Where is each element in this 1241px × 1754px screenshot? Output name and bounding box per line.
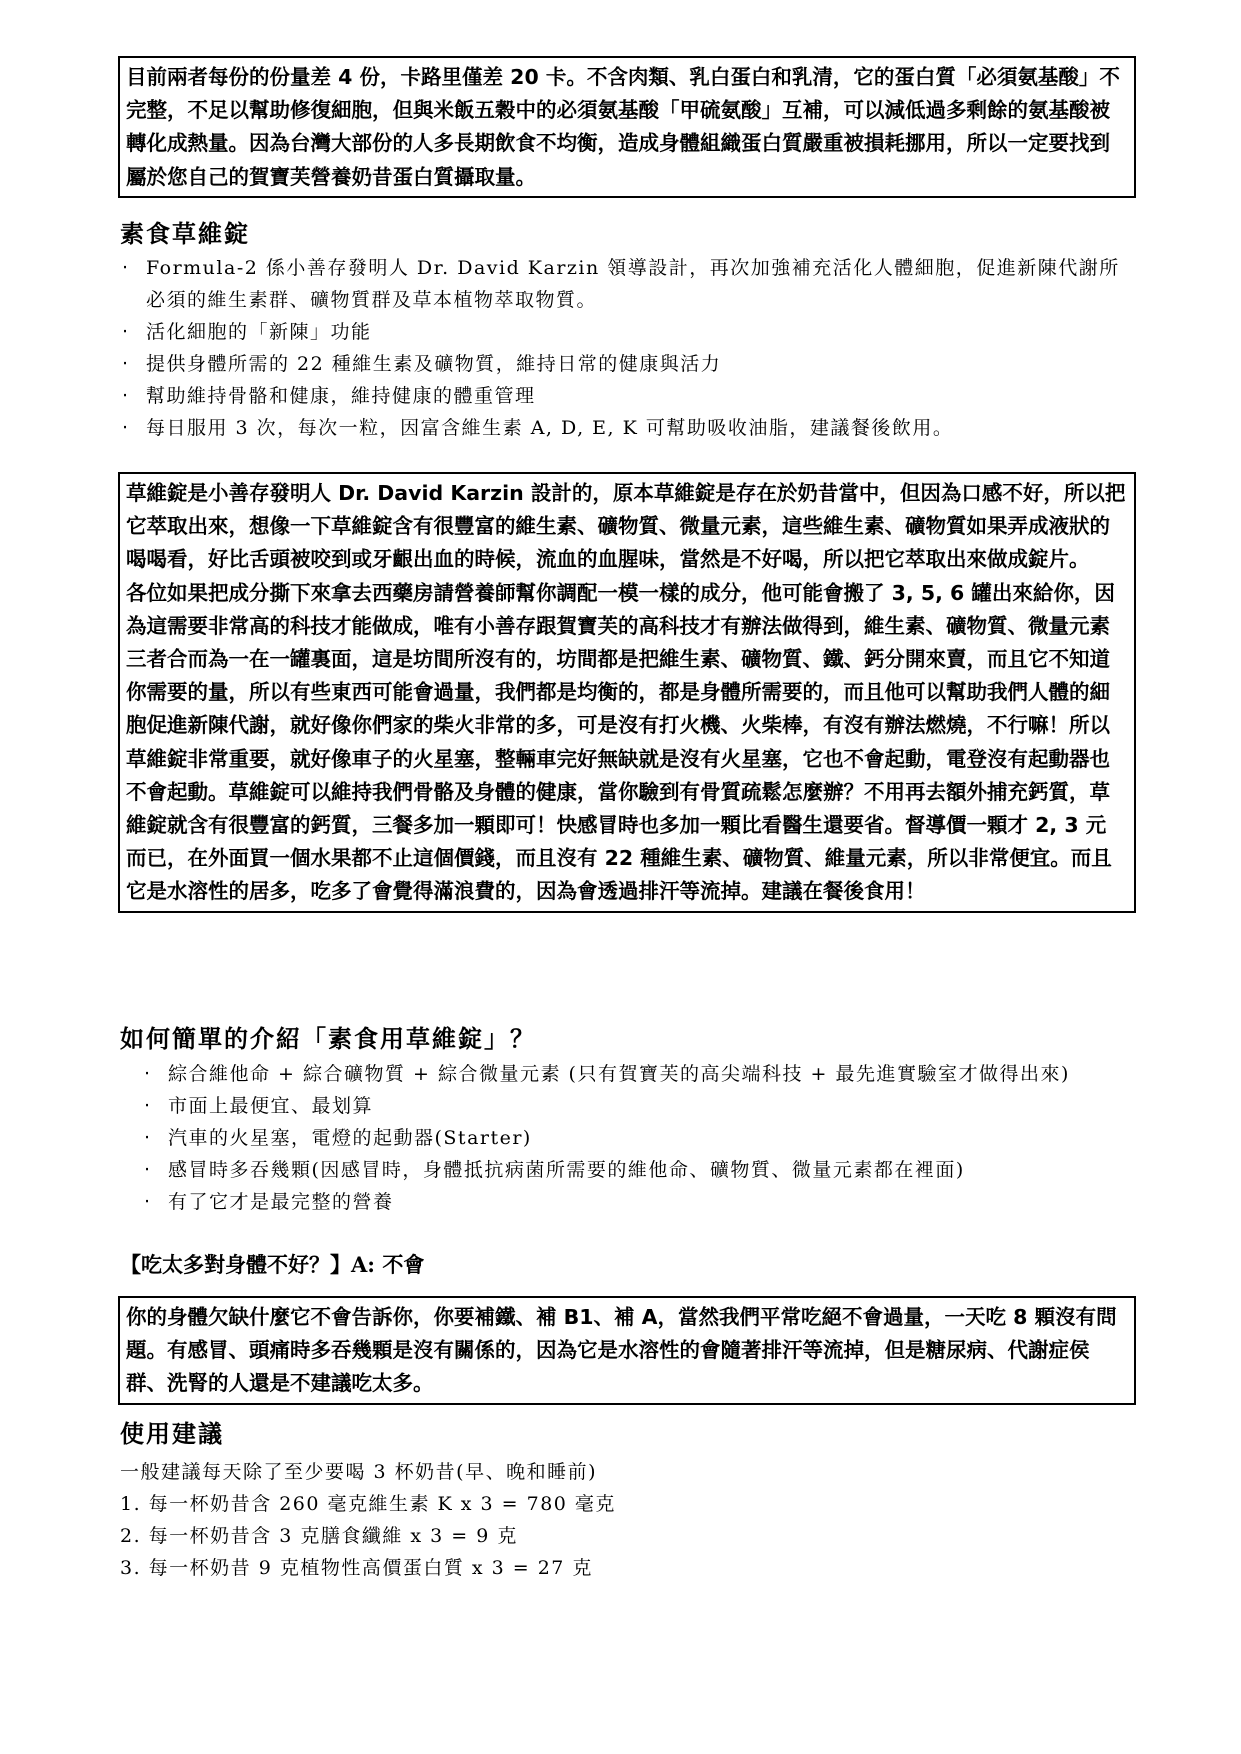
list-item: 2. 每一杯奶昔含 3 克膳食纖維 x 3 = 9 克 xyxy=(120,1525,518,1547)
qa-answer-textbox xyxy=(118,1296,1136,1405)
section-heading-usage: 使用建議 xyxy=(120,1419,224,1448)
usage-list xyxy=(120,1488,616,1584)
usage-intro: 一般建議每天除了至少要喝 3 杯奶昔(早、晚和睡前) xyxy=(120,1461,597,1483)
list-item: ‧ 綜合維他命 + 綜合礦物質 + 綜合微量元素 (只有賀寶芙的高尖端科技 + 最先進實驗室才做得出來) xyxy=(144,1063,1070,1085)
section-heading-how-to-introduce: 如何簡單的介紹「素食用草維錠」？ xyxy=(120,1024,536,1053)
intro-textbox xyxy=(118,56,1136,198)
list-item: ‧ 有了它才是最完整的營養 xyxy=(144,1191,394,1213)
introduce-list xyxy=(140,1058,1130,1218)
list-item: 1. 每一杯奶昔含 260 毫克維生素 K x 3 = 780 毫克 xyxy=(120,1493,616,1515)
description-paragraph-1: 草維錠是小善存發明人 Dr. David Karzin 設計的，原本草維錠是存在於奶昔當中，但因為口感不好，所以把它萃取出來，想像一下草維錠含有很豐富的維生素、礦物質、微量元素，這些維生素、礦物質如果弄成液狀的喝喝看，好比舌頭被咬到或牙齦出血的時候，流血的血腥味，當然是不好喝，所以把它萃取出來做成錠片。 xyxy=(126,481,1126,572)
description-paragraph-2: 各位如果把成分撕下來拿去西藥房請營養師幫你調配一模一樣的成分，他可能會搬了 3, 5, 6 罐出來給你，因為這需要非常高的科技才能做成，唯有小善存跟賀寶芙的高科技才有辦法做得到，維生素、礦物質、微量元素三者合而為一在一罐裏面，這是坊間所沒有的，坊間都是把維生素、礦物質、鐵、鈣分開來賣，而且它不知道你需要的量，所以有些東西可能會過量，我們都是均衡的，都是身體所需要的，而且他可以幫助我們人體的細胞促進新陳代謝，就好像你們家的柴火非常的多，可是沒有打火機、火柴棒，有沒有辦法燃燒，不行嘛！所以草維錠非常重要，就好像車子的火星塞，整輛車完好無缺就是沒有火星塞，它也不會起動，電登沒有起動器也不會起動。草維錠可以維持我們骨骼及身體的健康，當你驗到有骨質疏鬆怎麼辦？不用再去額外捕充鈣質，草維錠就含有很豐富的鈣質，三餐多加一顆即可！快感冒時也多加一顆比看醫生還要省。督導價一顆才 2, 3 元而已，在外面買一個水果都不止這個價錢，而且沒有 22 種維生素、礦物質、維量元素，所以非常便宜。而且它是水溶性的居多，吃多了會覺得滿浪費的，因為會透過排汗等流掉。建議在餐後食用！ xyxy=(126,580,1115,904)
list-item: ‧ 汽車的火星塞，電燈的起動器(Starter) xyxy=(144,1127,532,1149)
intro-paragraph: 目前兩者每份的份量差 4 份，卡路里僅差 20 卡。不含肉類、乳白蛋白和乳清，它的蛋白質「必須氨基酸」不完整，不足以幫助修復細胞，但與米飯五穀中的必須氨基酸「甲硫氨酸」互補，可以減低過多剩餘的氨基酸被轉化成熱量。因為台灣大部份的人多長期飲食不均衡，造成身體組織蛋白質嚴重被損耗挪用，所以一定要找到屬於您自己的賀寶芙營養奶昔蛋白質攝取量。 xyxy=(126,65,1120,189)
list-item: ‧ 幫助維持骨骼和健康，維持健康的體重管理 xyxy=(122,385,536,407)
list-item: ‧ 活化細胞的「新陳」功能 xyxy=(122,321,372,343)
section-heading-vegetarian-tablet: 素食草維錠 xyxy=(120,219,250,248)
qa-answer-paragraph: 你的身體欠缺什麼它不會告訴你，你要補鐵、補 B1、補 A，當然我們平常吃絕不會過量，一天吃 8 顆沒有問題。有感冒、頭痛時多吞幾顆是沒有關係的，因為它是水溶性的會隨著排汗等流掉，但是糖尿病、代謝症侯群、洗腎的人還是不建議吃太多。 xyxy=(126,1305,1117,1396)
list-item: ‧ 每日服用 3 次，每次一粒，因富含維生素 A, D, E, K 可幫助吸收油脂，建議餐後飲用。 xyxy=(122,417,954,439)
list-item: ‧ Formula-2 係小善存發明人 Dr. David Karzin 領導設計，再次加強補充活化人體細胞，促進新陳代謝所必須的維生素群、礦物質群及草本植物萃取物質。 xyxy=(122,257,1120,311)
list-item: 3. 每一杯奶昔 9 克植物性高價蛋白質 x 3 = 27 克 xyxy=(120,1557,593,1579)
list-item: ‧ 感冒時多吞幾顆(因感冒時，身體抵抗病菌所需要的維他命、礦物質、微量元素都在裡面) xyxy=(144,1159,965,1181)
list-item: ‧ 市面上最便宜、最划算 xyxy=(144,1095,374,1117)
vegetarian-tablet-list xyxy=(120,252,1136,444)
tablet-description-textbox xyxy=(118,472,1136,913)
list-item: ‧ 提供身體所需的 22 種維生素及礦物質，維持日常的健康與活力 xyxy=(122,353,722,375)
qa-line: 【吃太多對身體不好？】A: 不會 xyxy=(120,1252,425,1277)
